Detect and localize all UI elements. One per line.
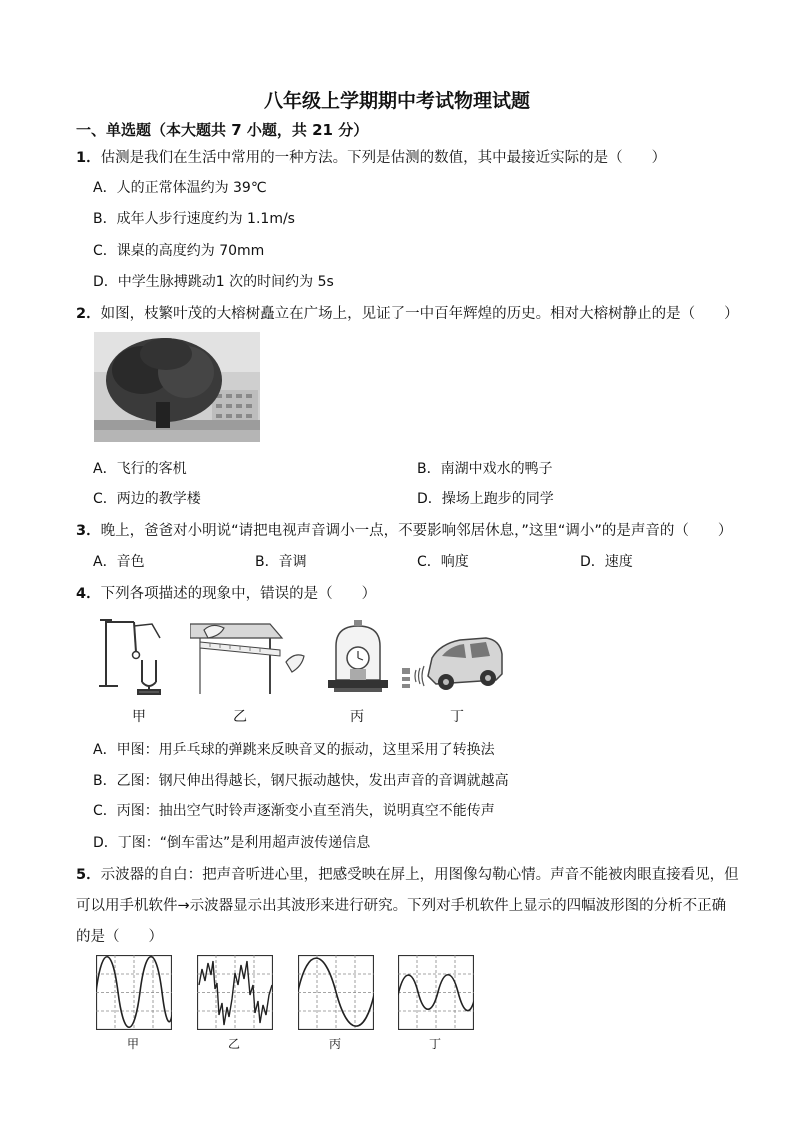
q1-option-a[interactable]: A．人的正常体温约为 39℃ [93, 180, 267, 196]
tuning-fork-figure [94, 616, 174, 696]
question-text: 如图，枝繁叶茂的大榕树矗立在广场上，见证了一中百年辉煌的历史。相对大榕树静止的是（ ） [100, 306, 739, 322]
q2-option-a[interactable]: A．飞行的客机 [93, 461, 187, 477]
q4-caption-jia: 甲 [132, 709, 146, 725]
q2-option-c[interactable]: C．两边的教学楼 [93, 491, 201, 507]
question-number: 3． [76, 523, 101, 539]
question-2 [76, 302, 739, 323]
question-number: 5． [76, 867, 101, 883]
bell-jar-figure [324, 616, 392, 696]
banyan-tree-photo [94, 332, 260, 442]
question-number: 4． [76, 586, 101, 602]
q5-caption-ding: 丁 [429, 1037, 442, 1051]
question-number: 2． [76, 306, 101, 322]
q3-option-b[interactable]: B．音调 [255, 554, 307, 570]
question-1 [76, 146, 666, 167]
q4-caption-ding: 丁 [450, 709, 464, 725]
q4-option-a[interactable]: A．甲图：用乒乓球的弹跳来反映音叉的振动，这里采用了转换法 [93, 742, 495, 758]
question-5 [76, 863, 739, 884]
q1-option-b[interactable]: B．成年人步行速度约为 1.1m/s [93, 211, 295, 227]
page-title: 八年级上学期期中考试物理试题 [263, 90, 530, 112]
q4-option-c[interactable]: C．丙图：抽出空气时铃声逐渐变小直至消失，说明真空不能传声 [93, 803, 495, 819]
question-4 [76, 582, 376, 603]
waveform-jia [96, 955, 172, 1030]
q2-option-b[interactable]: B．南湖中戏水的鸭子 [417, 461, 553, 477]
waveform-bing [298, 955, 374, 1030]
q5-caption-bing: 丙 [329, 1037, 342, 1051]
q1-option-d[interactable]: D．中学生脉搏跳动1 次的时间约为 5s [93, 274, 334, 290]
question-text-line-3: 的是（ ） [76, 929, 163, 945]
q5-caption-jia: 甲 [127, 1037, 140, 1051]
question-number: 1． [76, 150, 101, 166]
q4-caption-yi: 乙 [233, 709, 247, 725]
q3-option-d[interactable]: D．速度 [580, 554, 633, 570]
q4-caption-bing: 丙 [350, 709, 364, 725]
q5-caption-yi: 乙 [228, 1037, 241, 1051]
question-text-line-1: 示波器的自白：把声音听进心里，把感受映在屏上，用图像勾勒心情。声音不能被肉眼直接看见，但 [100, 867, 739, 883]
q4-option-b[interactable]: B．乙图：钢尺伸出得越长，钢尺振动越快，发出声音的音调就越高 [93, 773, 509, 789]
q3-option-a[interactable]: A．音色 [93, 554, 145, 570]
waveform-yi [197, 955, 273, 1030]
question-text: 晚上，爸爸对小明说“请把电视声音调小一点，不要影响邻居休息，”这里“调小”的是声音的（ ） [100, 523, 733, 539]
question-3 [76, 519, 732, 540]
question-text: 下列各项描述的现象中，错误的是（ ） [100, 586, 377, 602]
section-heading: 一、单选题（本大题共 7 小题，共 21 分） [76, 121, 369, 139]
question-text-line-2: 可以用手机软件→示波器显示出其波形来进行研究。下列对手机软件上显示的四幅波形图的分析不正确 [76, 898, 727, 914]
steel-ruler-figure [190, 616, 312, 696]
q3-option-c[interactable]: C．响度 [417, 554, 469, 570]
q1-option-c[interactable]: C．课桌的高度约为 70mm [93, 243, 265, 259]
q2-option-d[interactable]: D．操场上跑步的同学 [417, 491, 554, 507]
waveform-ding [398, 955, 474, 1030]
q4-option-d[interactable]: D．丁图：“倒车雷达”是利用超声波传递信息 [93, 835, 371, 851]
question-text: 估测是我们在生活中常用的一种方法。下列是估测的数值，其中最接近实际的是（ ） [100, 150, 667, 166]
reversing-car-figure [400, 626, 504, 696]
